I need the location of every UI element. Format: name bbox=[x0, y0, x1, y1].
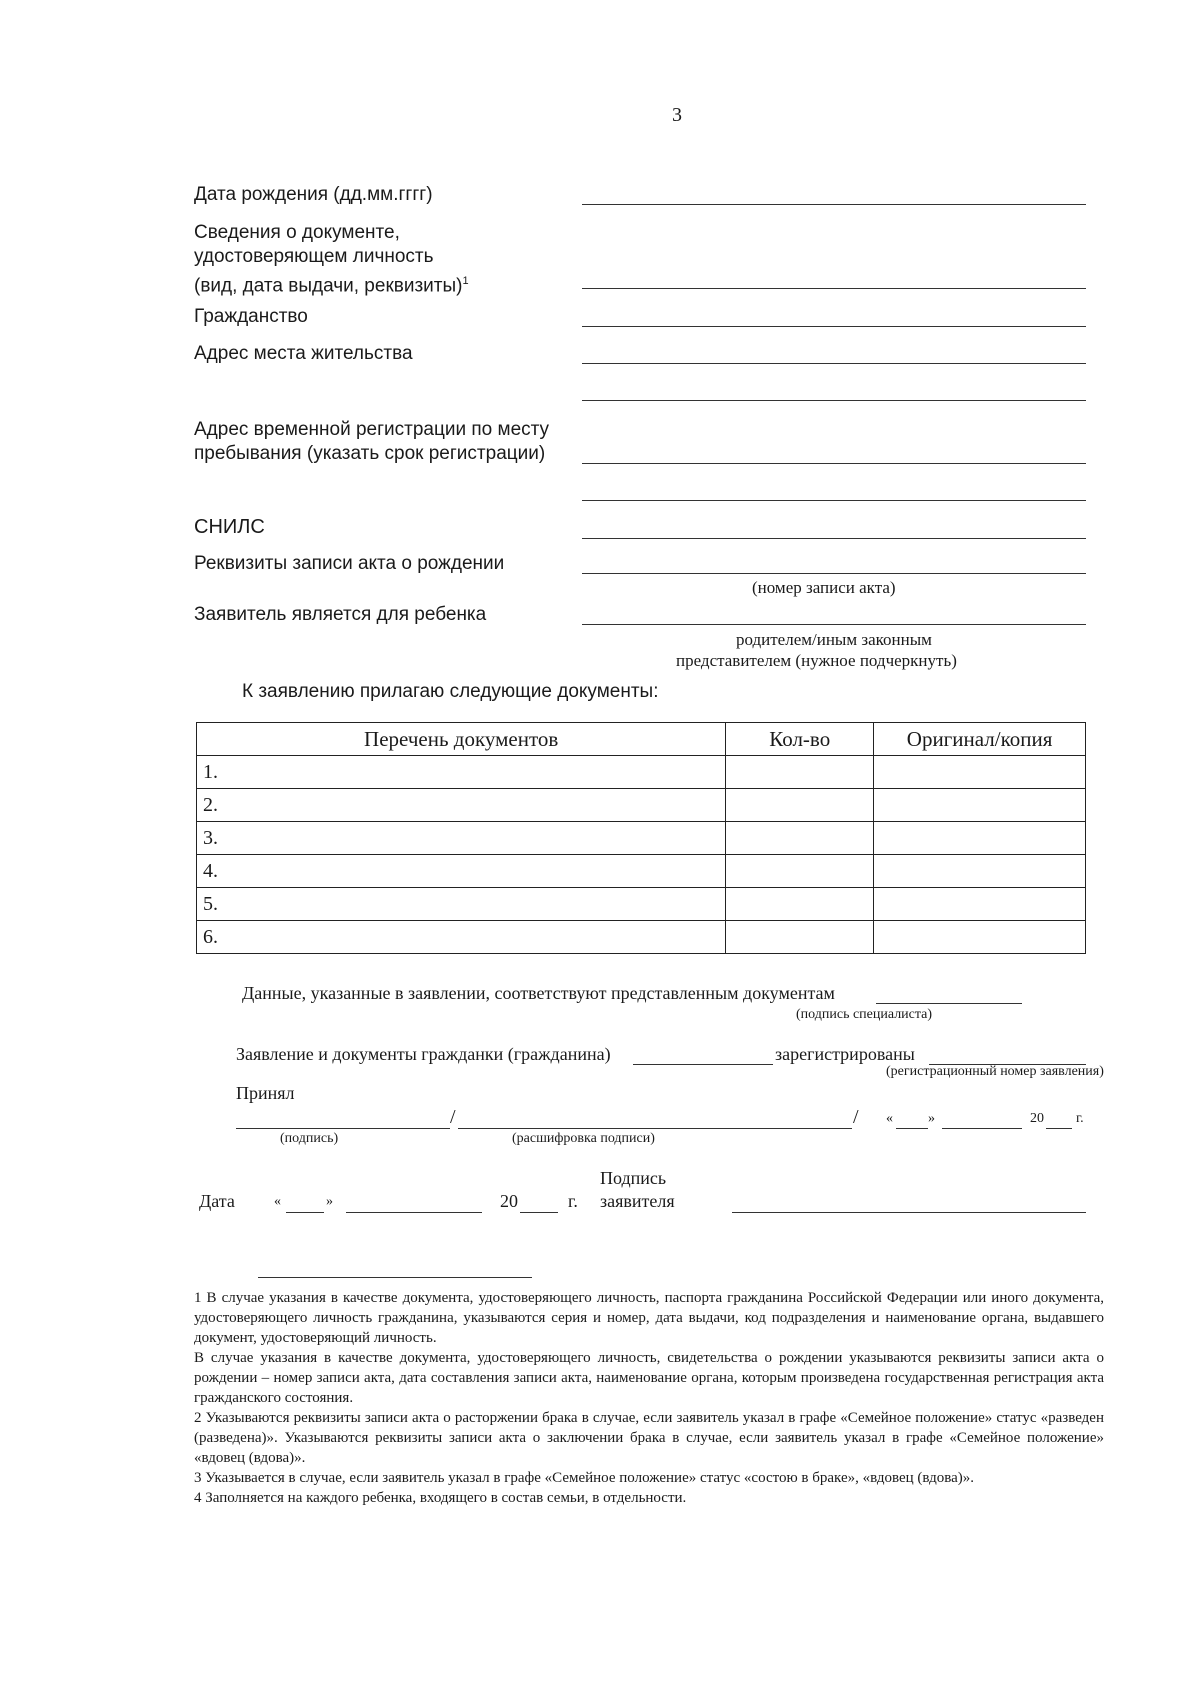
table-row bbox=[197, 822, 1086, 855]
original-copy-cell[interactable] bbox=[874, 756, 1086, 789]
applicant-day-line[interactable] bbox=[286, 1212, 324, 1213]
header-original-copy: Оригинал/копия bbox=[874, 723, 1086, 756]
snils-label: СНИЛС bbox=[194, 516, 265, 538]
address-line-1[interactable] bbox=[582, 363, 1086, 364]
birth-record-line[interactable] bbox=[582, 573, 1086, 574]
attachments-intro: К заявлению прилагаю следующие документы: bbox=[242, 681, 659, 702]
table-row bbox=[197, 855, 1086, 888]
accepted-day-line[interactable] bbox=[896, 1128, 928, 1129]
original-copy-cell[interactable] bbox=[874, 855, 1086, 888]
specialist-signature-line[interactable] bbox=[876, 1003, 1022, 1004]
quantity-cell[interactable] bbox=[726, 756, 874, 789]
temp-reg-line-1[interactable] bbox=[582, 463, 1086, 464]
birth-date-label: Дата рождения (дд.мм.гггг) bbox=[194, 184, 433, 205]
footnote-separator bbox=[258, 1277, 532, 1278]
footnote-ref-1: 1 bbox=[462, 275, 469, 287]
specialist-signature-hint: (подпись специалиста) bbox=[796, 1007, 933, 1022]
quantity-cell[interactable] bbox=[726, 822, 874, 855]
slash-1: / bbox=[450, 1106, 456, 1128]
row-number[interactable]: 1. bbox=[197, 756, 726, 789]
quantity-cell[interactable] bbox=[726, 888, 874, 921]
table-row bbox=[197, 789, 1086, 822]
accepted-decode-hint: (расшифровка подписи) bbox=[512, 1131, 655, 1146]
birth-date-line[interactable] bbox=[582, 204, 1086, 205]
applicant-sign-label-2: заявителя bbox=[600, 1191, 675, 1211]
footnote-1: 1 В случае указания в качестве документа, удостоверяющего личность, паспорта гражданина Российской Федерации или иного документа, удостоверяющего личность гражданина, указываются серия и номер, дата выдачи, код подразделения и наименование органа, выдавшего документ, удостоверяющий личность. bbox=[194, 1290, 1104, 1346]
id-doc-label-3 bbox=[194, 267, 469, 300]
footnotes bbox=[194, 1288, 1104, 1508]
birth-record-hint: (номер записи акта) bbox=[752, 578, 896, 597]
applicant-is-line[interactable] bbox=[582, 624, 1086, 625]
applicant-year-line[interactable] bbox=[520, 1212, 558, 1213]
documents-table bbox=[196, 722, 1086, 954]
id-doc-label-3-text: (вид, дата выдачи, реквизиты) bbox=[194, 275, 463, 297]
applicant-year-prefix: 20 bbox=[500, 1191, 518, 1211]
applicant-year-suffix: г. bbox=[568, 1191, 578, 1211]
quantity-cell[interactable] bbox=[726, 921, 874, 954]
footnote-3: 3 Указывается в случае, если заявитель указал в графе «Семейное положение» статус «состою в браке», «вдовец (вдова)». bbox=[194, 1470, 975, 1486]
accepted-signature-line[interactable] bbox=[236, 1128, 450, 1129]
citizenship-line[interactable] bbox=[582, 326, 1086, 327]
row-number[interactable]: 5. bbox=[197, 888, 726, 921]
id-doc-line[interactable] bbox=[582, 288, 1086, 289]
applicant-hint-2: представителем (нужное подчеркнуть) bbox=[676, 651, 957, 670]
footnote-2: 2 Указываются реквизиты записи акта о расторжении брака в случае, если заявитель указал в графе «Семейное положение» статус «разведен (разведена)». Указываются реквизиты записи акта о заключении брака в случае, если заявитель указал в графе «Семейное положение» «вдовец (вдова)». bbox=[194, 1410, 1104, 1466]
header-quantity: Кол-во bbox=[726, 723, 874, 756]
temp-reg-label-2: пребывания (указать срок регистрации) bbox=[194, 443, 546, 464]
accepted-label: Принял bbox=[236, 1083, 295, 1103]
original-copy-cell[interactable] bbox=[874, 888, 1086, 921]
applicant-date-close: » bbox=[326, 1194, 333, 1209]
confirm-text: Данные, указанные в заявлении, соответствуют представленным документам bbox=[242, 983, 835, 1003]
accepted-signature-hint: (подпись) bbox=[280, 1131, 339, 1146]
citizenship-label: Гражданство bbox=[194, 306, 308, 327]
original-copy-cell[interactable] bbox=[874, 789, 1086, 822]
accepted-month-line[interactable] bbox=[942, 1128, 1022, 1129]
applicant-sign-label-1: Подпись bbox=[600, 1168, 667, 1188]
slash-2: / bbox=[853, 1106, 859, 1128]
registered-text-a: Заявление и документы гражданки (гражданина) bbox=[236, 1044, 611, 1064]
footnote-4: 4 Заполняется на каждого ребенка, входящего в состав семьи, в отдельности. bbox=[194, 1490, 687, 1506]
registered-text-b: зарегистрированы bbox=[775, 1044, 915, 1064]
applicant-date-open: « bbox=[274, 1194, 281, 1209]
page-number: 3 bbox=[672, 104, 682, 126]
table-header-row bbox=[197, 723, 1086, 756]
row-number[interactable]: 4. bbox=[197, 855, 726, 888]
accepted-date-close: » bbox=[928, 1111, 935, 1126]
id-doc-label-1: Сведения о документе, bbox=[194, 222, 400, 243]
temp-reg-line-2[interactable] bbox=[582, 500, 1086, 501]
address-label: Адрес места жительства bbox=[194, 343, 413, 364]
accepted-date-open: « bbox=[886, 1111, 893, 1126]
registration-number-hint: (регистрационный номер заявления) bbox=[886, 1064, 1104, 1079]
accepted-year-line[interactable] bbox=[1046, 1128, 1072, 1129]
quantity-cell[interactable] bbox=[726, 789, 874, 822]
row-number[interactable]: 2. bbox=[197, 789, 726, 822]
applicant-is-label: Заявитель является для ребенка bbox=[194, 604, 487, 625]
row-number[interactable]: 3. bbox=[197, 822, 726, 855]
applicant-hint-1: родителем/иным законным bbox=[736, 630, 932, 649]
accepted-year-suffix: г. bbox=[1076, 1111, 1084, 1126]
snils-line[interactable] bbox=[582, 538, 1086, 539]
accepted-year-prefix: 20 bbox=[1030, 1111, 1044, 1126]
accepted-decode-line[interactable] bbox=[458, 1128, 852, 1129]
table-row bbox=[197, 756, 1086, 789]
applicant-month-line[interactable] bbox=[346, 1212, 482, 1213]
applicant-signature-line[interactable] bbox=[732, 1212, 1086, 1213]
header-document-list: Перечень документов bbox=[197, 723, 726, 756]
id-doc-label-2: удостоверяющем личность bbox=[194, 246, 434, 267]
citizen-name-line[interactable] bbox=[633, 1064, 773, 1065]
applicant-date-label: Дата bbox=[199, 1191, 235, 1211]
row-number[interactable]: 6. bbox=[197, 921, 726, 954]
quantity-cell[interactable] bbox=[726, 855, 874, 888]
table-row bbox=[197, 888, 1086, 921]
footnote-1b: В случае указания в качестве документа, удостоверяющего личность, свидетельства о рождении указываются реквизиты записи акта о рождении – номер записи акта, дата составления записи акта, наименование органа, которым произведена государственная регистрация акта гражданского состояния. bbox=[194, 1350, 1104, 1406]
birth-record-label: Реквизиты записи акта о рождении bbox=[194, 553, 505, 574]
temp-reg-label-1: Адрес временной регистрации по месту bbox=[194, 419, 550, 440]
original-copy-cell[interactable] bbox=[874, 822, 1086, 855]
original-copy-cell[interactable] bbox=[874, 921, 1086, 954]
address-line-2[interactable] bbox=[582, 400, 1086, 401]
table-row bbox=[197, 921, 1086, 954]
